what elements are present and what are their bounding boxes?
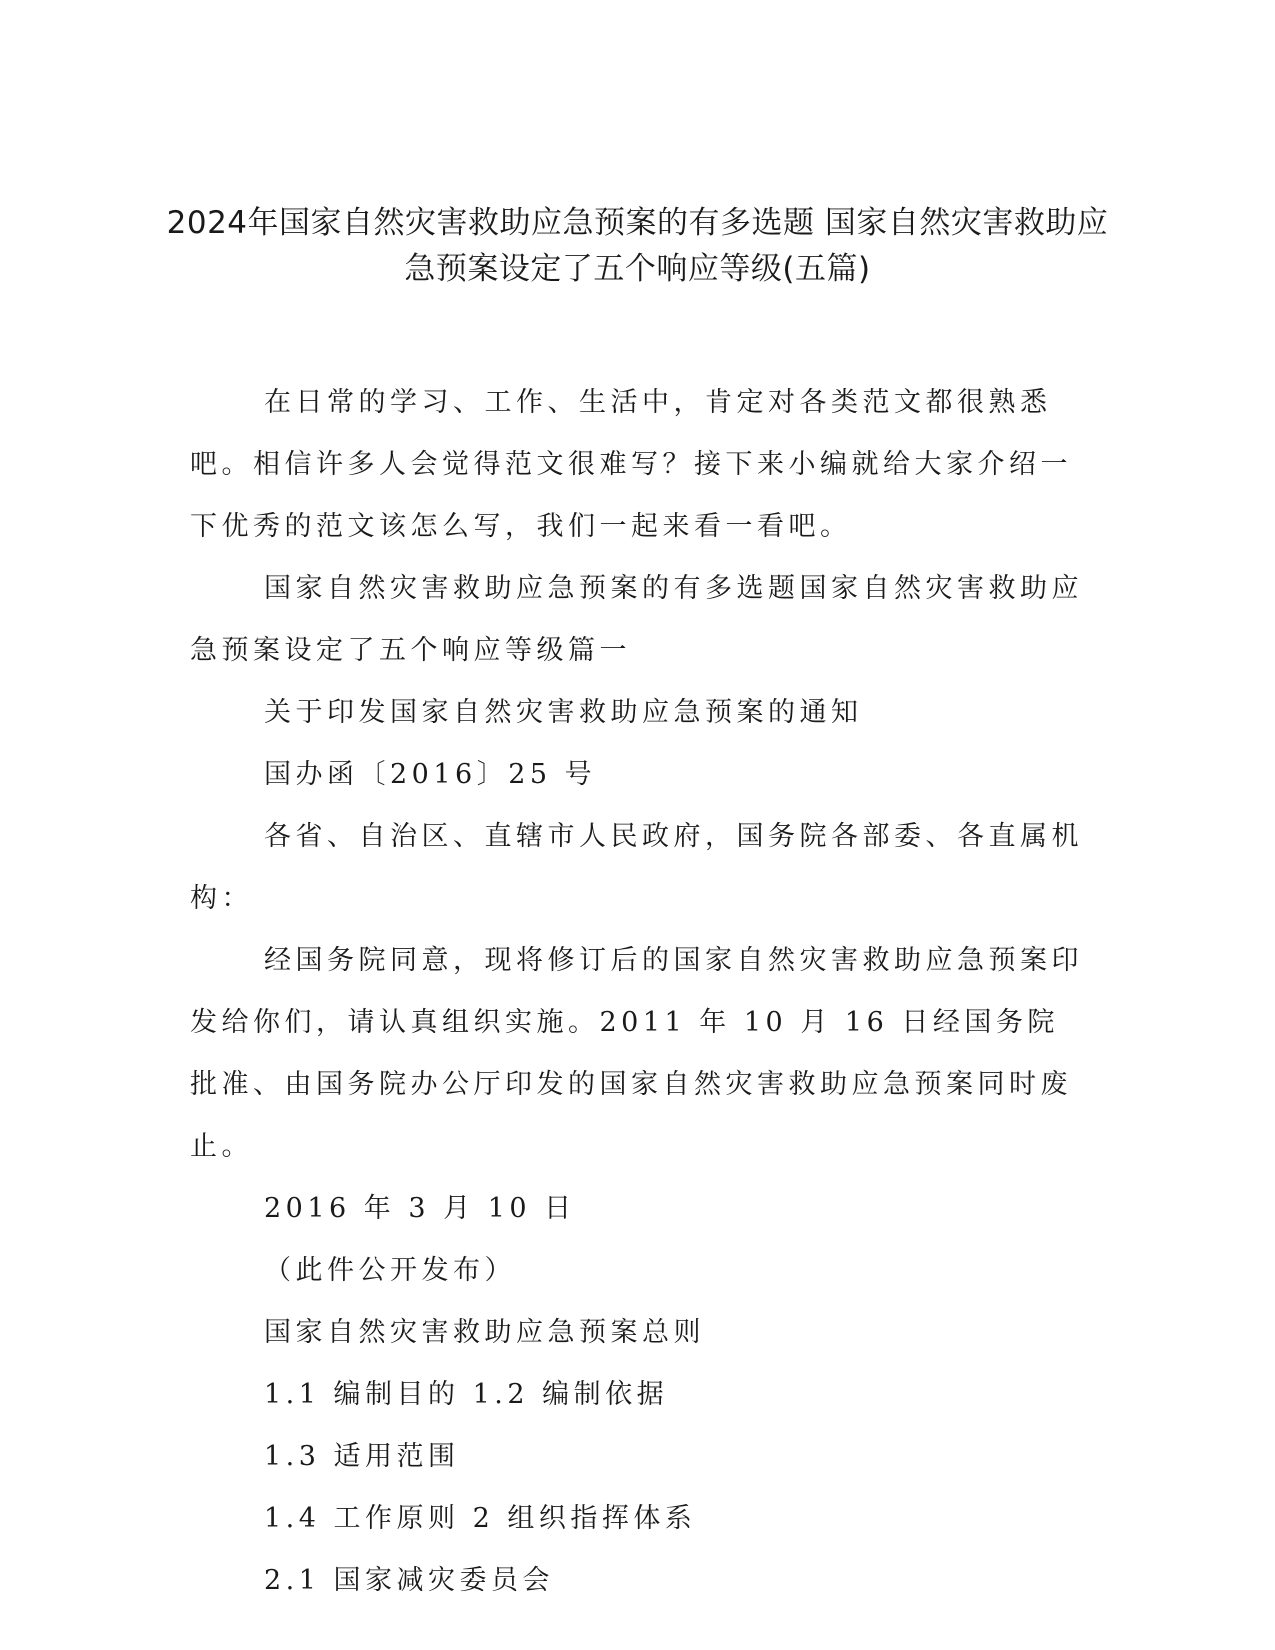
toc-item: 2.1 国家减灾委员会: [264, 1565, 555, 1596]
notice-date: 2016 年 3 月 10 日: [264, 1193, 576, 1224]
section-heading-part-one: 国家自然灾害救助应急预案的有多选题国家自然灾害救助应急预案设定了五个响应等级篇一: [190, 573, 1083, 666]
toc-item: 1.1 编制目的 1.2 编制依据: [264, 1379, 669, 1410]
document-title: 2024年国家自然灾害救助应急预案的有多选题 国家自然灾害救助应急预案设定了五个响应等级(五篇): [166, 205, 1109, 287]
document-number: 国办函〔2016〕25 号: [264, 759, 597, 790]
document-body: [190, 372, 1085, 1612]
notice-title: 关于印发国家自然灾害救助应急预案的通知: [264, 697, 863, 728]
toc-item: 1.3 适用范围: [264, 1441, 460, 1472]
toc-item: 1.4 工作原则 2 组织指挥体系: [264, 1503, 697, 1534]
notice-body: 经国务院同意，现将修订后的国家自然灾害救助应急预案印发给你们，请认真组织实施。2011 年 10 月 16 日经国务院批准、由国务院办公厅印发的国家自然灾害救助应急预案同时废止。: [190, 945, 1083, 1162]
publication-note: （此件公开发布）: [264, 1255, 516, 1286]
addressee-line: 各省、自治区、直辖市人民政府，国务院各部委、各直属机构：: [190, 821, 1083, 914]
intro-paragraph: 在日常的学习、工作、生活中，肯定对各类范文都很熟悉吧。相信许多人会觉得范文很难写？接下来小编就给大家介绍一下优秀的范文该怎么写，我们一起来看一看吧。: [190, 387, 1072, 542]
plan-general-heading: 国家自然灾害救助应急预案总则: [264, 1317, 705, 1348]
